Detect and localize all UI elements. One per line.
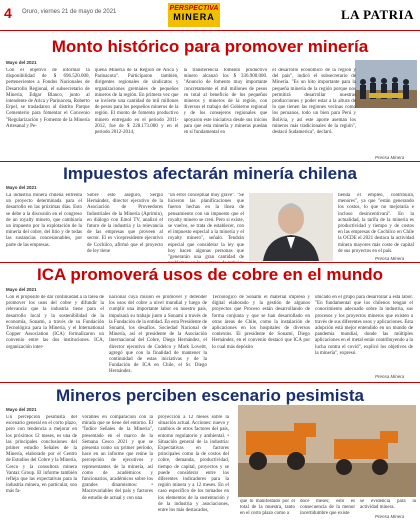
section-logo-bottom: MINERA [173, 12, 215, 22]
article-column: Sobre esto aseguró, Sergio Hernández, director ejecutivo de la Asociación de Proveedores Industriales de la Minería (Aprimin), en diálogo con Emol TV, analizó el futuro de la industria y la relevancia de las empresas que proveen al sector. El ex vicepresidente ejecutivo de Cochilco, afirmó que el proyecto de ley tiene [87, 193, 163, 254]
article-date: Mayo del 2021 [6, 185, 37, 190]
article-column: vorables en comparación con la mirada que se tiene del entorno. El "Índice Señales de la Minería", presentado en el marco de la Semana Cesco 2021 y que se presenta como un primer período, hace en un informe que reúne la percepción de ejecutivos y representantes de la minería, así como de académicos y funcionarios, académicos sobre los grandes dinamismos: • Macrovariables del país y factores de estudio de actual y con una [82, 415, 153, 501]
article-column: la transferencia fomento productivo minero alcanzó los $ 336.900.000. "Anuncio de fomento muy importante concretamente el mil millones de pesos en total al beneficio de los pequeños mineros y mineros de la región, con diversos el trabajo del Gobierno regional y de los consejeros regionales que apoyaron este iniciativa desde sus inicios para que esta minería y mineras puedan en sí fundamental en [183, 68, 268, 136]
article-title-cobre: ICA promoverá usos de cobre en el mundo [36, 265, 384, 284]
article-column: se evidencia para la actividad minera. [360, 499, 416, 511]
article-signature: Prensa Minera [375, 514, 405, 519]
section-logo-top: PERSPECTIVA [169, 5, 219, 12]
group-photo [355, 60, 417, 108]
article-column: que lo manifestado por el total de la muestra, tanto en el corto plazo como a [240, 499, 295, 517]
article-date: Mayo del 2021 [6, 60, 37, 65]
article-body-impuestos [6, 193, 414, 263]
article-signature: Prensa Minera [375, 374, 405, 379]
section-logo [168, 3, 220, 27]
article-column: el desarrollo económico de la región y del país", indicó el subsecretario de Minería. "Es un hito importante para la pequeña minería de la región porque nos permitirá desarrollar nuestras producciones y poder estar a la altura de lo que tienen las regiones vecinas como los peruanos, todo un bien para Perú y Bolivia, y así este aporte aseman los mineros más tradicionales de la región", destacó Sudamerica", declaró. [272, 68, 356, 136]
article-column: Un percepción pesimista del escenario general en el corto plazo, pero con tendencia a mejorar en los próximos 12 meses, es una de las principales conclusiones del primer estudio Señales de la Minería, elaborado por el Centro de Estudios del Cobre y la Minería, Cesco y la consultora minera Vantaz Group. El informe también refleja que las expectativas para la industria minera, en particular, son más fa- [6, 415, 77, 495]
header-dateline: Oruro, viernes 21 de mayo de 2021 [22, 9, 117, 15]
article-column: La industria minera chilena enfrenta un proyecto determinada para el desarrollo en las próximas días. Esto se debe a la discusión en el congreso de un royalty minero, que cambiaría un impuesto por la explotación de la minería del cobre, del litio y de todas las sustancias concesionables, por parte de las empresas. [6, 193, 82, 248]
article-column: proyección a 12 meses sobre la situación actual. Acciones: nuevo y cambios de otros factores del país, entorno regulatorio y ambiental. • Situación general de la industria: Expectativas en factores principales como la de costos del cobre, demanda, productividad, tiempo de capital, proyectos y se puede considerar entre los diferentes indicadores para la región minera y a 12 meses. En el caso específico de los tomados en los elementos de la sustentación y de la industria y asociaciones, entre los más destacados, [158, 415, 229, 514]
divider [0, 382, 420, 383]
divider [0, 161, 420, 162]
article-body-monto [6, 68, 356, 158]
page-number: 4 [4, 5, 12, 21]
article-date: Mayo del 2021 [6, 407, 37, 412]
article-title-pesimista: Mineros perciben escenario pesimista [55, 386, 364, 405]
article-date: Mayo del 2021 [6, 287, 37, 292]
article-body-pesimista [6, 415, 234, 518]
article-column [6, 68, 90, 158]
article-column: nacional cuya misión es promover y defender los usos del cobre a nivel mundial y luego de cumplir una importante labor en nuestro país, impulsará su trabajo junto a Sonami a través de la Fundación de la entidad. En esta Presidente de Sonami, los desafíos. Sociedad Nacional de Minería, así el presidente de la Asociación Internacional del Cobre, Diego Hernández, el director ejecutivo de Codelco y Mark Loveitt, agregó que con la finalidad de mantener la continuidad de estas iniciativas y de la Fundación de ICA en Chile, el Sr. Diego Hernández. [109, 295, 207, 375]
article-signature: Prensa Minera [375, 256, 405, 261]
article-column: tienda el empleo, contribuirá, menores", ya que "están generando los costos, lo que no mejoraría e incluso desincentivará". En la actualidad, la tarifa de la minería es productividad y tiempo y de costos en las empresas de Cochilco en Chile la OCDE el 2021 destaca la actividad minera mayores más costo de capital de sus proyectos en el país. [338, 193, 414, 254]
portrait-photo [249, 193, 333, 261]
article-column-text: Con el objetivo de informar la disponibilidad de $ 696.520.000, pertenecientes a Fondos Nacionales de Desarrollo Regional, el subsecretario de Minería, Edgar Blanco, junto al intendente de Arica y Parinacota, Roberto Erpel, se trasladaron al distrito Parque Cementerio para fomentar el Convenio "Regularización y Fomento de la Minería Artesanal y Pe- [6, 68, 90, 129]
article-column: queña Minería de la Región de Arica y Parinacota". Participaron también, dirigentes regionales de sindicatos y organizaciones gremiales de pequeños mineros de la región. En primera vez que se invierte una cantidad de mil millones de pesos para los pequeños mineros de la región. El monto de fomento productivo minero entregado en el periodo 2011-2012, fue de $ 228.173.000 y en el periodo 2012-2014, [94, 68, 179, 136]
article-title-impuestos: Impuestos afectarán minería chilena [63, 164, 357, 183]
article-column: "un error conceptual muy grave". "Se hicieron las planificaciones que fueron hechas en la línea de pensamiento con un impuesto que el royalty minero se creó. Pero si existe, se vuelve, se trata de establecer, con el impuesto especial a la minería y el royalty minero", señaló. Tendrán especial que considerar la ley que hoy hacen algunas personas que "generarán una gran cantidad de [168, 193, 244, 261]
article-signature: Prensa Minera [375, 155, 405, 160]
page-header [0, 0, 420, 31]
mining-trucks-photo [238, 405, 416, 497]
newspaper-name: LA PATRIA [341, 7, 414, 22]
divider [0, 262, 420, 263]
article-column: Tecnológico de Sonami el material impreso y digital elaborado y la gestión de algunos proyectos que Proceso están desarrollando de forma conjunta y que se han desarrollado en otras áreas de Chile, como la instalación de aplicaciones en los hospitales de diversos contextos. El presidente de Sonami, Diego Hernández, en el convenio destacó que ICA por lo cual más depósito [212, 295, 310, 350]
article-column: ubicado en el grupo para desarrollar a esta labor. "En fundamental que los chilenos tengan el conocimiento adecuado sobre la industria, sus procesos y los proyectos mineros que existen a través de sus diferentes usos y aplicaciones. Esta adopción está mejor entendido en un mundo de pandemia mundial, donde las múltiples aplicaciones en el metal están contribuyendo a la lucha contra el covid", explicó los objetivos de la minería", expresó. [315, 295, 413, 356]
article-body-cobre [6, 295, 414, 379]
article-title-monto: Monto histórico para promover minería [51, 37, 369, 56]
article-column: doce meses; esto es consecuencia de la menor incertidumbre que existe [300, 499, 355, 517]
article-column: Con el propósito de dar continuidad a la tarea de promover los usos del cobre y difundir la relevancia que la industria tiene para el desarrollo local y la sostenibilidad de la economía, Sonami, a través de su Fundación Tecnológica para la Minería, y el International Copper Association (ICA) formalizaron un convenio entre las dos instituciones. ICA, organización inter- [6, 295, 104, 350]
